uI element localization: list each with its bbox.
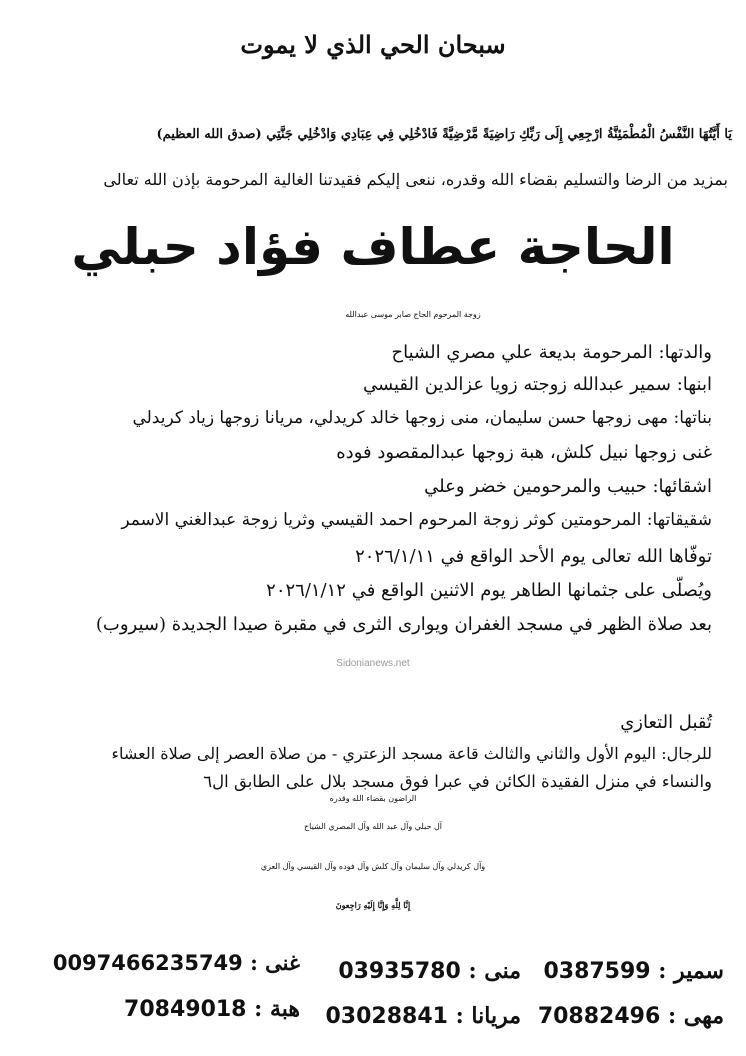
contact-label: مريانا : (455, 1003, 521, 1029)
contact-mona (338, 958, 521, 984)
watermark-text: Sidonianews.net (336, 658, 410, 669)
burial-line: بعد صلاة الظهر في مسجد الغفران ويوارى الثرى في مقبرة صيدا الجديدة (سيروب) (95, 614, 712, 635)
calligraphy-header: سبحان الحي الذي لا يموت (240, 30, 506, 59)
contact-label: منى : (468, 958, 521, 984)
daughters-line-1: بناتها: مهى زوجها حسن سليمان، منى زوجها خالد كريدلي، مريانا زوجها زياد كريدلي (132, 408, 712, 428)
death-date-line: توفّاها الله تعالى يوم الأحد الواقع في ٢٠٢٦/١/١١ (355, 546, 712, 567)
closing-verse: إِنَّا لِلَّهِ وَإِنَّا إِلَيْهِ رَاجِعونَ (335, 900, 411, 910)
sisters-line: شقيقاتها: المرحومتين كوثر زوجة المرحوم احمد القيسي وثريا زوجة عبدالغني الاسمر (121, 510, 712, 530)
son-line: ابنها: سمير عبدالله زوجته زويا عزالدين القيسي (362, 374, 712, 395)
prayer-date-line: ويُصلّى على جثمانها الطاهر يوم الاثنين الواقع في ٢٠٢٦/١/١٢ (266, 580, 712, 601)
contact-number: 70882496 (537, 1004, 661, 1029)
contact-number: 03028841 (325, 1004, 448, 1029)
daughters-line-2: غنى زوجها نبيل كلش، هبة زوجها عبدالمقصود فوده (336, 442, 712, 463)
condolences-men: للرجال: اليوم الأول والثاني والثالث قاعة مسجد الزعتري - من صلاة العصر إلى صلاة العشاء (111, 744, 712, 763)
quran-verse: يَا أَيَّتُهَا النَّفْسُ الْمُطْمَئِنَّةُ ارْجِعِي إِلَى رَبِّكِ رَاضِيَةً مَّرْضِيَّةً فَادْخُلِي فِي عِبَادِي وَادْخُلِي جَنَّتِي (صدق الله العظيم) (156, 127, 732, 142)
mourners-title: الراضون بقضاء الله وقدره (329, 794, 417, 803)
contact-label: غنى : (250, 950, 300, 975)
mourners-line-1: آل حبلي وآل عبد الله وآل المصري الشياح (303, 822, 442, 831)
contact-number: 03935780 (338, 959, 461, 984)
contact-mariana (326, 1003, 522, 1029)
contact-label: سمير : (658, 958, 724, 984)
contact-number: 0097466235749 (52, 951, 243, 975)
contact-number: 70849018 (124, 997, 247, 1022)
mourners-line-2: وآل كريدلي وآل سليمان وآل كلش وآل فوده وآل القيسي وآل العزي (260, 862, 486, 871)
contact-label: هبة : (254, 996, 300, 1022)
contact-samir (543, 958, 724, 984)
condolences-title: تُقبل التعازي (620, 712, 712, 733)
contact-number: 0387599 (543, 959, 651, 984)
contact-ghina (53, 950, 300, 975)
contact-hiba (124, 996, 300, 1022)
condolences-women: والنساء في منزل الفقيدة الكائن في عبرا فوق مسجد بلال على الطابق ال٦ (203, 772, 712, 791)
wife-of: زوجة المرحوم الحاج صابر موسى عبدالله (345, 310, 481, 319)
contact-maha (538, 1003, 724, 1029)
intro-text: بمزيد من الرضا والتسليم بقضاء الله وقدره، ننعى إليكم فقيدتنا الغالية المرحومة بإذن الله تعالى (103, 170, 728, 189)
brothers-line: اشقائها: حبيب والمرحومين خضر وعلي (424, 476, 712, 497)
deceased-name: الحاجة عطاف فؤاد حبلي (71, 218, 675, 276)
mother-line: والدتها: المرحومة بديعة علي مصري الشياح (391, 342, 712, 363)
contact-label: مهى : (667, 1003, 724, 1029)
